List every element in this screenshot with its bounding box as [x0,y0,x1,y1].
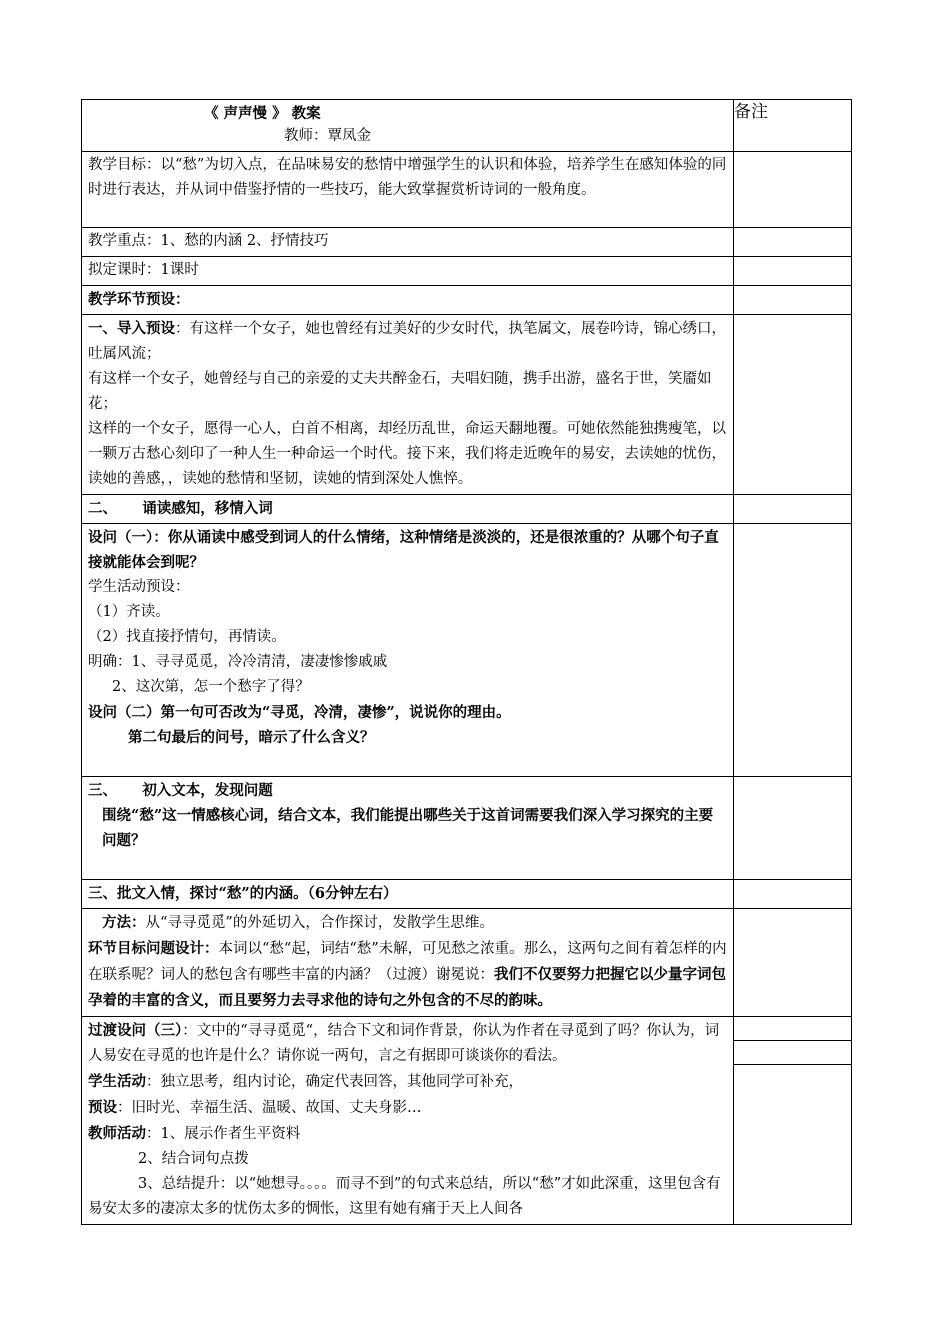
method-line: 方法：从“寻寻觅觅”的外延切入，合作探讨，发散学生思维。 [102,914,494,931]
class-hours-row [82,257,852,286]
clarify-2: 2、这次第，怎一个愁字了得？ [112,679,310,695]
part4-heading: 三、批文入情，探讨“愁”的内涵。（6分钟左右） [82,880,734,909]
preset-line: 预设：旧时光、幸福生活、温暖、故国、丈夫身影… [88,1099,422,1116]
goal-paragraph: 环节目标问题设计：本词以“愁“起，词结“愁”未解，可见愁之浓重。那么，这两句之间有着怎样的内在联系呢？词人的愁包含有哪些丰富的内涵？（过渡）谢冕说：我们不仅要努力把握它以少量字词包孕着的丰富的含义，而且要努力去寻求他的诗句之外包含的不尽的韵味。 [88,940,727,1009]
part5-cell [82,1017,734,1225]
notes-header: 备注 [734,100,852,152]
student-activity-label: 学生活动预设： [88,579,190,595]
notes-cell [734,880,852,909]
activity-item-1: （1）齐读。 [88,604,170,620]
notes-cell [734,909,852,1017]
part2-heading-row [82,495,852,524]
question-3: 过渡设问（三）：文中的“寻寻觅觅“，结合下文和词作背景，你认为作者在寻觅到了吗？你认为，词人易安在寻觅的也许是什么？请你说一两句，言之有据即可谈谈你的看法。 [88,1022,720,1064]
method-label: 方法： [102,914,146,931]
teacher-name: 教师：覃凤金 [284,128,371,144]
student-activity: 学生活动：独立思考，组内讨论，确定代表回答，其他同学可补充， [88,1073,523,1090]
header-row [82,100,852,152]
lesson-plan-table [81,99,852,1225]
intro-cell [82,315,734,495]
notes-cell [734,524,852,777]
section-title: 教学环节预设： [82,286,734,315]
student-activity-label: 学生活动 [88,1073,146,1090]
objectives-text: 教学目标：以“愁”为切入点，在品味易安的愁情中增强学生的认识和体验，培养学生在感知体验的同时进行表达，并从词中借鉴抒情的一些技巧，能大致掌握赏析诗词的一般角度。 [82,152,734,228]
spacer [88,750,727,774]
part3-heading: 三、 初入文本，发现问题 [88,782,273,799]
part4-row [82,909,852,1017]
key-points-row [82,228,852,257]
notes-cell [734,1017,852,1225]
notes-cell [734,286,852,315]
teacher-step-2: 2、结合词句点拨 [138,1151,249,1167]
notes-cell [734,777,852,880]
notes-subcell [734,1041,851,1065]
class-hours-text: 拟定课时：1课时 [82,257,734,286]
question-2: 设问（二）第一句可否改为“寻觅，冷清，凄惨”，说说你的理由。 [88,704,511,721]
part3-question: 围绕“愁”这一情感核心词，结合文本，我们能提出哪些关于这首词需要我们深入学习探究的主要问题？ [102,807,714,849]
activity-item-2: （2）找直接抒情句，再情读。 [88,629,286,645]
intro-paragraph-1: 一、导入预设：有这样一个女子，她也曾经有过美好的少女时代，执笔属文，展卷吟诗，锦心绣口，吐属风流； [88,320,726,362]
intro-paragraph-2: 有这样一个女子，她曾经与自己的亲爱的丈夫共醉金石，夫唱妇随，携手出游，盛名于世，笑靥如花； [88,371,712,412]
spacer [88,853,727,877]
preset-label: 预设 [88,1099,117,1116]
question-1: 设问（一）：你从诵读中感受到词人的什么情绪，这种情绪是淡淡的，还是很浓重的？从哪个句子直接就能体会到呢？ [88,529,719,571]
objectives-row [82,152,852,228]
part3-row [82,777,852,880]
lesson-plan-page [81,99,852,1225]
intro-paragraph-3: 这样的一个女子，愿得一心人，白首不相离，却经历乱世，命运天翻地覆。可她依然能独携瘦笔，以一颗万古愁心刻印了一种人生一种命运一个时代。接下来，我们将走近晚年的易安，去读她的忧伤，读她的善感，，读她的愁情和坚韧，读她的情到深处人憔悴。 [88,421,726,487]
part5-row [82,1017,852,1225]
part2-row [82,524,852,777]
part4-cell [82,909,734,1017]
notes-cell [734,315,852,495]
document-title: 《 声声慢 》 教案 [204,105,321,122]
clarify-1: 明确：1、寻寻觅觅，冷冷清清，凄凄惨惨戚戚 [88,654,388,670]
intro-label: 一、导入预设 [88,320,175,337]
teacher-activity-label: 教师活动 [88,1125,146,1142]
notes-cell [734,152,852,228]
part2-cell [82,524,734,777]
section-title-row [82,286,852,315]
goal-quote: 我们不仅要努力把握它以少量字词包孕着的丰富的含义，而且要努力去寻求他的诗句之外包含的不尽的韵味。 [88,966,726,1009]
key-points-text: 教学重点：1、愁的内涵 2、抒情技巧 [82,228,734,257]
part2-heading: 二、 诵读感知，移情入词 [82,495,734,524]
part4-heading-row [82,880,852,909]
question-3-label: 过渡设问（三） [88,1022,183,1039]
teacher-activity: 教师活动：1、展示作者生平资料 [88,1125,301,1142]
notes-cell [734,495,852,524]
part3-cell [82,777,734,880]
notes-cell [734,228,852,257]
question-2b: 第二句最后的问号，暗示了什么含义？ [128,729,375,746]
notes-cell [734,257,852,286]
goal-label: 环节目标问题设计： [88,940,219,957]
teacher-step-3: 3、总结提升：以“她想寻。。。。而寻不到”的句式来总结，所以“愁”才如此深重，这里包含有易安太多的凄凉太多的忧伤太多的惆怅，这里有她有痛于天上人间各 [88,1176,721,1217]
notes-subcell [734,1017,851,1041]
intro-row [82,315,852,495]
header-cell [82,100,734,152]
